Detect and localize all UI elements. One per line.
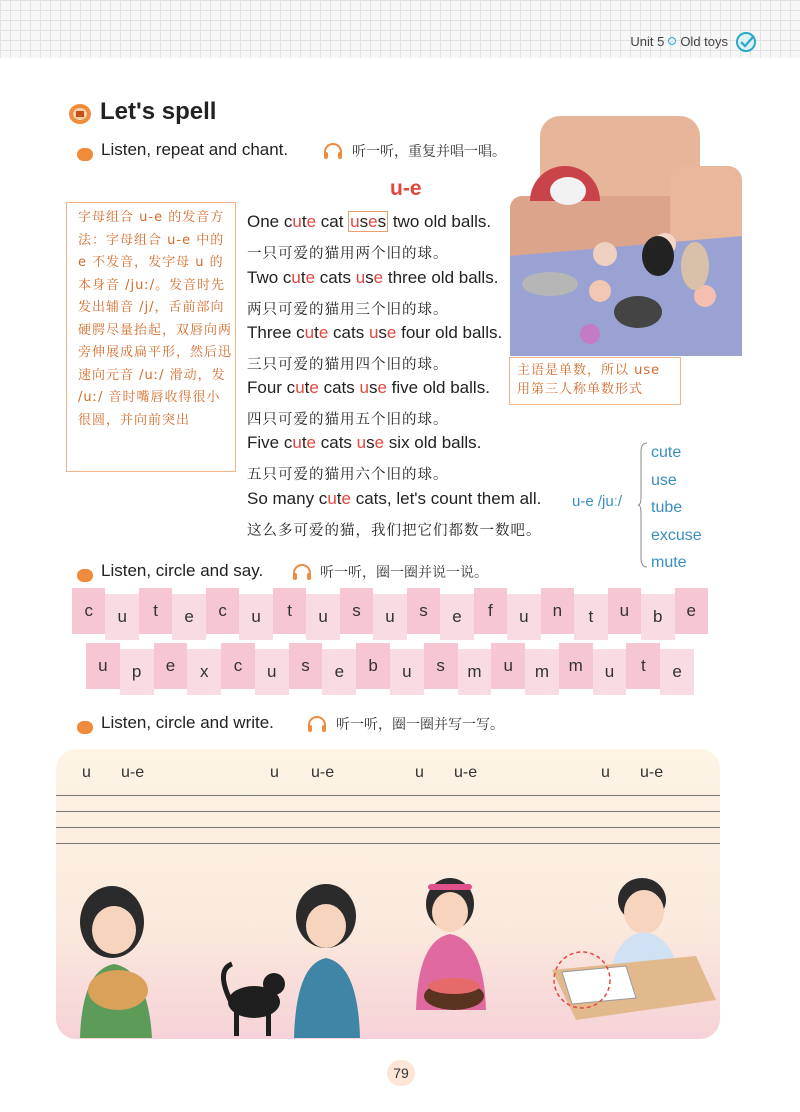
letter-cell[interactable]: e bbox=[675, 588, 708, 634]
letter-cell[interactable]: s bbox=[407, 588, 440, 634]
writing-line bbox=[56, 811, 720, 812]
unit-label bbox=[630, 34, 728, 49]
word-item: excuse bbox=[651, 526, 702, 544]
chant-line-3-cn: 三只可爱的猫用四个旧的球。 bbox=[247, 357, 449, 373]
activity3-instruction-cn: 听一听，圈一圈并写一写。 bbox=[336, 717, 504, 733]
option-u-e[interactable]: u-e bbox=[311, 764, 335, 781]
letter-cell[interactable]: s bbox=[289, 643, 323, 689]
letter-cell[interactable]: u bbox=[105, 594, 138, 640]
chant-line-5-cn: 五只可爱的猫用六个旧的球。 bbox=[247, 467, 449, 483]
chant-line-4: Four cute cats use five old balls. bbox=[247, 378, 490, 397]
letter-cell[interactable]: c bbox=[221, 643, 255, 689]
letter-cell[interactable]: s bbox=[340, 588, 373, 634]
activity2-instruction: Listen, circle and say. bbox=[101, 561, 264, 580]
phonetic-label: u-e /juː/ bbox=[572, 493, 623, 510]
chant-line-4-cn: 四只可爱的猫用五个旧的球。 bbox=[247, 412, 449, 428]
letter-cell[interactable]: e bbox=[660, 649, 694, 695]
letter-cell[interactable]: x bbox=[187, 649, 221, 695]
chant-line-2: Two cute cats use three old balls. bbox=[247, 268, 499, 287]
letter-cell[interactable]: u bbox=[491, 643, 525, 689]
unit-topic: Old toys bbox=[680, 34, 728, 49]
headphones-icon[interactable] bbox=[291, 562, 313, 582]
option-u-e[interactable]: u-e bbox=[640, 764, 664, 781]
letter-cell[interactable]: u bbox=[390, 649, 424, 695]
option-u-e[interactable]: u-e bbox=[121, 764, 145, 781]
black-cat bbox=[223, 964, 285, 1036]
unit-number: Unit 5 bbox=[630, 34, 665, 49]
word-item: use bbox=[651, 471, 677, 489]
chant-line-6: So many cute cats, let's count them all. bbox=[247, 489, 542, 508]
word-list bbox=[651, 442, 731, 580]
letter-cell[interactable]: u bbox=[255, 649, 289, 695]
letter-cell[interactable]: e bbox=[154, 643, 188, 689]
writing-line bbox=[56, 795, 720, 796]
letter-cell[interactable]: c bbox=[72, 588, 105, 634]
letter-cell[interactable]: m bbox=[559, 643, 593, 689]
option-u[interactable]: u bbox=[270, 764, 279, 781]
chant-line-1-cn: 一只可爱的猫用两个旧的球。 bbox=[247, 246, 449, 262]
girl-with-duck bbox=[80, 886, 152, 1038]
bullet-icon bbox=[77, 569, 93, 582]
letter-cell[interactable]: b bbox=[641, 594, 674, 640]
letter-strip-2 bbox=[86, 646, 694, 692]
option-u[interactable]: u bbox=[82, 764, 91, 781]
grammar-note-text: 主语是单数，所以 use 用第三人称单数形式 bbox=[517, 363, 661, 397]
method-box-text: 字母组合 u-e 的发音方法：字母组合 u-e 中的 e 不发音，发字母 u 的本身音 /juː/。发音时先发出辅音 /j/，舌前部向硬腭尽量抬起，双唇向两旁伸展成扁平形，然后迅速向元音 /uː/ 滑动，发 /uː/ 音时嘴唇收得很小很圆，并向前突出 bbox=[78, 210, 233, 428]
pattern-title: u-e bbox=[390, 177, 422, 200]
headphones-icon[interactable] bbox=[306, 714, 328, 734]
chant-line-1: One cute cat uses two old balls. bbox=[247, 212, 492, 231]
letter-cell[interactable]: e bbox=[440, 594, 473, 640]
letter-cell[interactable]: e bbox=[172, 594, 205, 640]
letter-cell[interactable]: b bbox=[356, 643, 390, 689]
writing-line bbox=[56, 827, 720, 828]
letter-cell[interactable]: t bbox=[574, 594, 607, 640]
bullet-icon bbox=[77, 721, 93, 734]
word-item: mute bbox=[651, 554, 687, 571]
chant-line-3: Three cute cats use four old balls. bbox=[247, 323, 503, 342]
cats-illustration bbox=[510, 116, 742, 356]
letter-cell[interactable]: t bbox=[626, 643, 660, 689]
letter-cell[interactable]: u bbox=[373, 594, 406, 640]
letter-cell[interactable]: m bbox=[458, 649, 492, 695]
letter-cell[interactable]: u bbox=[608, 588, 641, 634]
clock-check-icon bbox=[734, 28, 760, 54]
girl-with-cake bbox=[416, 878, 486, 1010]
letter-cell[interactable]: u bbox=[593, 649, 627, 695]
letter-cell[interactable]: u bbox=[507, 594, 540, 640]
option-u-e[interactable]: u-e bbox=[454, 764, 478, 781]
letter-cell[interactable]: m bbox=[525, 649, 559, 695]
letter-cell[interactable]: e bbox=[322, 649, 356, 695]
letter-cell[interactable]: u bbox=[306, 594, 339, 640]
letter-strip-1 bbox=[72, 591, 708, 637]
boy-writing bbox=[552, 878, 716, 1020]
option-u[interactable]: u bbox=[415, 764, 424, 781]
activity1-instruction-cn: 听一听，重复并唱一唱。 bbox=[352, 144, 506, 160]
letter-cell[interactable]: u bbox=[86, 643, 120, 689]
page-number: 79 bbox=[387, 1060, 415, 1086]
unit-separator-dot bbox=[668, 37, 676, 45]
activity2-instruction-cn: 听一听，圈一圈并说一说。 bbox=[320, 565, 488, 581]
chant-line-5: Five cute cats use six old balls. bbox=[247, 433, 482, 452]
girl-with-pigtails bbox=[294, 884, 360, 1038]
headphones-icon[interactable] bbox=[322, 141, 344, 161]
letter-cell[interactable]: t bbox=[273, 588, 306, 634]
chant-line-2-cn: 两只可爱的猫用三个旧的球。 bbox=[247, 302, 449, 318]
bullet-icon bbox=[77, 148, 93, 161]
section-title: Let's spell bbox=[100, 98, 217, 125]
writing-line bbox=[56, 843, 720, 844]
letter-cell[interactable]: u bbox=[239, 594, 272, 640]
letter-cell[interactable]: f bbox=[474, 588, 507, 634]
activity3-instruction: Listen, circle and write. bbox=[101, 713, 274, 732]
word-item: cute bbox=[651, 444, 682, 461]
option-u[interactable]: u bbox=[601, 764, 610, 781]
activity1-instruction: Listen, repeat and chant. bbox=[101, 140, 289, 159]
chant-line-6-cn: 这么多可爱的猫，我们把它们都数一数吧。 bbox=[247, 523, 542, 539]
word-item: tube bbox=[651, 499, 683, 516]
section-badge-icon bbox=[68, 103, 92, 125]
letter-cell[interactable]: p bbox=[120, 649, 154, 695]
children-illustration bbox=[56, 860, 720, 1038]
letter-cell[interactable]: n bbox=[541, 588, 574, 634]
brace-icon bbox=[638, 442, 648, 568]
letter-cell[interactable]: s bbox=[424, 643, 458, 689]
letter-cell[interactable]: c bbox=[206, 588, 239, 634]
header-grid-band bbox=[0, 0, 800, 58]
letter-cell[interactable]: t bbox=[139, 588, 172, 634]
